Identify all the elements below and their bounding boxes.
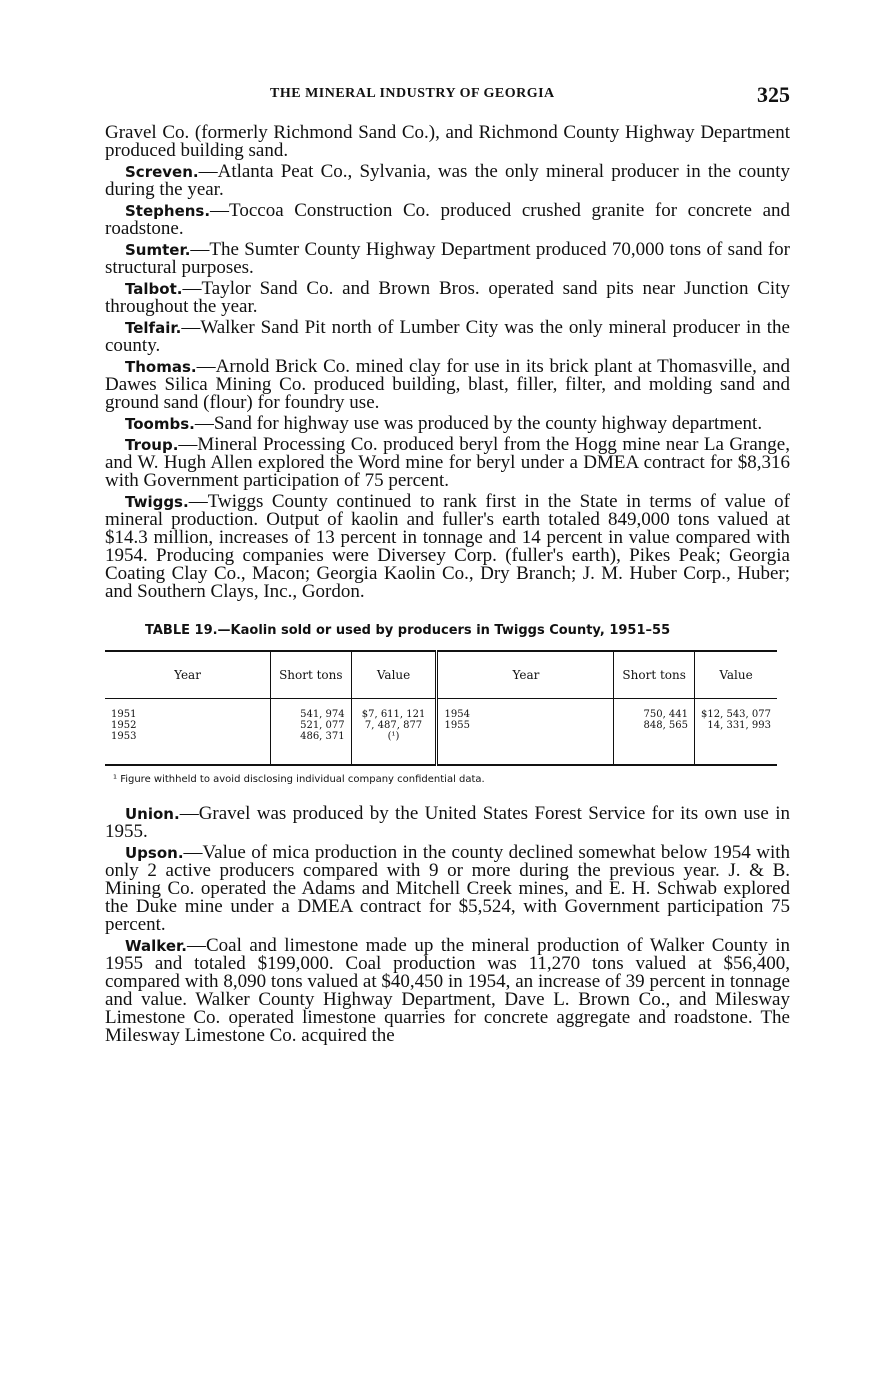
col-header-value-2: Value [695,651,777,699]
kaolin-table [105,650,777,766]
county-heading: Troup. [125,436,179,454]
county-heading: Toombs. [125,415,195,433]
county-heading: Stephens. [125,202,211,220]
paragraph-upson: Upson.—Value of mica production in the county declined somewhat below 1954 with only 2 active producers compared with 9 or more during the previous year. J. & B. Mining Co. operated the Adams and Mitchell Creek mines, and E. H. Schwab explored the Duke mine under a DMEA contract for $5,524, with Government participation 75 percent. [105,842,790,935]
paragraph-gravel: Gravel Co. (formerly Richmond Sand Co.), and Richmond County Highway Department produced building sand. [105,122,790,161]
table-title: TABLE 19.—Kaolin sold or used by producers in Twiggs County, 1951–55 [145,623,671,638]
page-header [105,82,790,112]
paragraph-troup: Troup.—Mineral Processing Co. produced beryl from the Hogg mine near La Grange, and W. Hugh Allen explored the Word mine for beryl under a DMEA contract for $8,316 with Government participation of 75 percent. [105,434,790,491]
table-header-row [105,651,777,699]
col-header-value: Value [351,651,437,699]
paragraph-union: Union.—Gravel was produced by the United States Forest Service for its own use in 1955. [105,803,790,842]
table-cell-tons-left: 541, 974 521, 077 486, 371 [271,699,352,766]
county-heading: Thomas. [125,358,197,376]
paragraph-twiggs: Twiggs.—Twiggs County continued to rank first in the State in terms of value of mineral production. Output of kaolin and fuller's earth totaled 849,000 tons valued at $14.3 million, increases of 13 percent in tonnage and 14 percent in value compared with 1954. Producing companies were Diversey Corp. (fuller's earth), Pikes Peak; Georgia Coating Clay Co., Macon; Georgia Kaolin Co., Dry Branch; J. M. Huber Corp., Huber; and Southern Clays, Inc., Gordon. [105,491,790,602]
paragraph-talbot: Talbot.—Taylor Sand Co. and Brown Bros. operated sand pits near Junction City throughout the year. [105,278,790,317]
table-cell-tons-right: 750, 441 848, 565 [614,699,695,766]
table-cell-years-right: 1954 1955 [437,699,614,766]
table-footnote: ¹ Figure withheld to avoid disclosing individual company confidential data. [113,774,485,785]
table-row [105,699,777,766]
page [105,82,790,1048]
table-cell-values-right: $12, 543, 077 14, 331, 993 [701,709,771,731]
paragraph-thomas: Thomas.—Arnold Brick Co. mined clay for use in its brick plant at Thomasville, and Dawes Silica Mining Co. produced building, blast, filler, filter, and molding sand and ground sand (flour) for foundry use. [105,356,790,413]
running-title: THE MINERAL INDUSTRY OF GEORGIA [270,86,555,101]
col-header-short-tons: Short tons [271,651,352,699]
county-heading: Upson. [125,844,184,862]
county-heading: Twiggs. [125,493,189,511]
county-heading: Walker. [125,937,187,955]
county-heading: Union. [125,805,180,823]
county-heading: Screven. [125,163,199,181]
table-cell-values-left: $7, 611, 121 7, 487, 877 (¹) [351,699,437,766]
body-text-top [105,124,790,601]
county-heading: Talbot. [125,280,183,298]
county-heading: Telfair. [125,319,182,337]
paragraph-screven: Screven.—Atlanta Peat Co., Sylvania, was the only mineral producer in the county during the year. [105,161,790,200]
paragraph-telfair: Telfair.—Walker Sand Pit north of Lumber City was the only mineral producer in the county. [105,317,790,356]
col-header-year-2: Year [437,651,614,699]
table-cell-years-left: 1951 1952 1953 [105,699,271,766]
col-header-short-tons-2: Short tons [614,651,695,699]
paragraph-sumter: Sumter.—The Sumter County Highway Department produced 70,000 tons of sand for structural purposes. [105,239,790,278]
county-heading: Sumter. [125,241,191,259]
paragraph-stephens: Stephens.—Toccoa Construction Co. produced crushed granite for concrete and roadstone. [105,200,790,239]
col-header-year: Year [105,651,271,699]
paragraph-walker: Walker.—Coal and limestone made up the mineral production of Walker County in 1955 and totaled $199,000. Coal production was 11,270 tons valued at $56,400, compared with 8,090 tons valued at $40,450 in 1954, an increase of 39 percent in tonnage and value. Walker County Highway Department, Dave L. Brown Co., and Milesway Limestone Co. operated limestone quarries for concrete aggregate and roadstone. The Milesway Limestone Co. acquired the [105,935,790,1046]
paragraph-toombs: Toombs.—Sand for highway use was produced by the county highway department. [125,413,763,434]
page-number: 325 [757,82,790,107]
body-text-bottom [105,805,790,1045]
